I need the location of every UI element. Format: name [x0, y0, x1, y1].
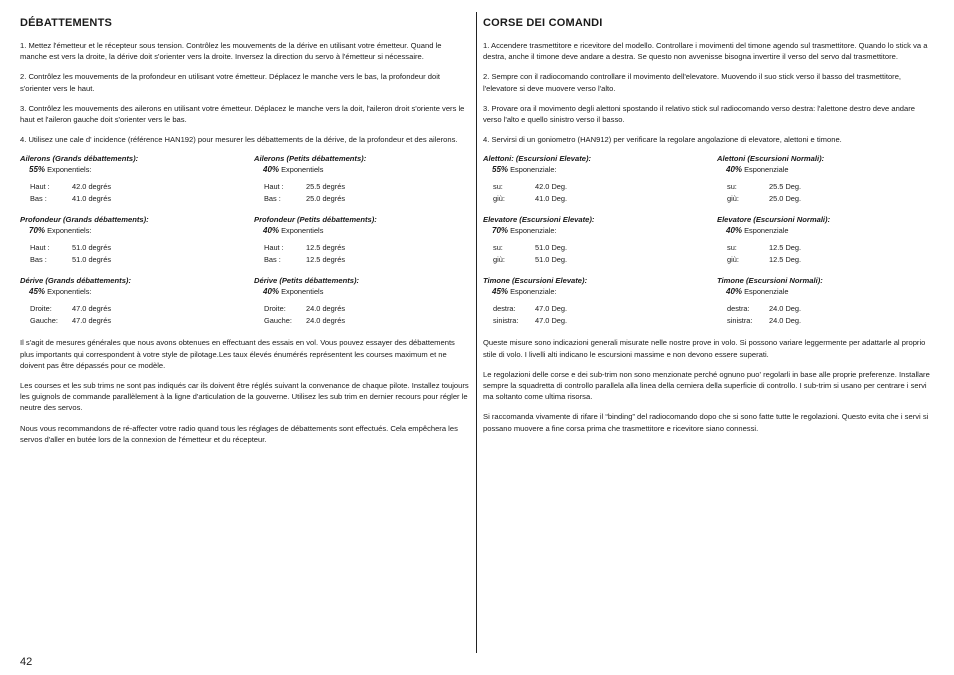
expo-label: Esponenziale: [510, 287, 557, 297]
expo-line [254, 225, 470, 236]
throw-row [20, 303, 254, 315]
expo-line [483, 225, 717, 236]
expo-percent: 40% [726, 226, 743, 236]
throw-direction: sinistra: [493, 316, 519, 326]
throw-direction: Gauche: [264, 316, 292, 326]
throw-row [254, 242, 470, 254]
throw-row [483, 242, 717, 254]
throw-value: 47.0 Deg. [535, 304, 568, 314]
throw-value: 12.5 Deg. [769, 243, 802, 253]
throw-block-title: Timone (Escursioni Normali): [717, 276, 823, 286]
throw-direction: Bas : [30, 194, 47, 204]
throw-block [483, 276, 717, 327]
throw-value: 25.0 degrés [306, 194, 346, 204]
expo-label: Exponentiels: [47, 165, 92, 175]
throw-row [483, 181, 717, 193]
throw-direction: giù: [493, 255, 505, 265]
expo-label: Esponenziale: [510, 165, 557, 175]
throw-value: 24.0 degrés [306, 304, 346, 314]
expo-label: Esponenziale [744, 287, 789, 297]
throw-block [483, 154, 717, 205]
throw-value: 42.0 degrés [72, 182, 112, 192]
note-paragraph: Queste misure sono indicazioni generali misurate nelle nostre prove in volo. Si possono variare leggermente per adattarle al proprio stile di volo. I livelli alti indicano le escursioni massime e non devono essere superati. [483, 338, 926, 359]
throw-block [254, 154, 470, 205]
throw-row [20, 315, 254, 327]
expo-line [717, 164, 933, 175]
section-title: CORSE DEI COMANDI [483, 17, 603, 29]
throw-block-title: Elevatore (Escursioni Elevate): [483, 215, 595, 225]
expo-line [717, 225, 933, 236]
throw-value: 42.0 Deg. [535, 182, 568, 192]
throw-value: 41.0 degrés [72, 194, 112, 204]
instruction-paragraph: 3. Contrôlez les mouvements des ailerons en utilisant votre émetteur. Déplacez le manche vers la doit, l'aileron droit s'oriente vers le haut et l'aileron gauche doit s'orienter vers le bas. [20, 103, 465, 125]
left-column-french [20, 17, 470, 454]
throw-direction: Haut : [264, 182, 284, 192]
throw-row [483, 303, 717, 315]
expo-label: Esponenziale [744, 226, 789, 236]
throw-direction: destra: [493, 304, 516, 314]
throw-direction: sinistra: [727, 316, 753, 326]
throw-value: 25.5 Deg. [769, 182, 802, 192]
throw-row [717, 242, 933, 254]
expo-percent: 40% [726, 287, 743, 297]
throw-direction: su: [727, 182, 737, 192]
expo-label: Exponentiels: [47, 287, 92, 297]
throws-table [483, 154, 935, 337]
expo-line [717, 286, 933, 297]
throw-row [717, 315, 933, 327]
expo-label: Exponentiels: [47, 226, 92, 236]
expo-percent: 70% [29, 226, 46, 236]
expo-label: Exponentiels [281, 287, 324, 297]
throw-block-title: Dérive (Petits débattements): [254, 276, 360, 286]
throw-block-title: Elevatore (Escursioni Normali): [717, 215, 831, 225]
page-number: 42 [20, 656, 33, 668]
expo-line [254, 164, 470, 175]
expo-percent: 55% [492, 165, 509, 175]
expo-percent: 40% [726, 165, 743, 175]
throw-value: 12.5 degrés [306, 243, 346, 253]
instruction-paragraph: 3. Provare ora il movimento degli alettoni spostando il relativo stick sul radiocomando verso destra: l'alettone destro deve andare verso l'alto e quello sinistro verso il basso. [483, 103, 915, 125]
throw-block-title: Profondeur (Petits débattements): [254, 215, 377, 225]
throw-value: 47.0 Deg. [535, 316, 568, 326]
instruction-paragraph: 2. Sempre con il radiocomando controllare il movimento dell'elevatore. Muovendo il suo stick verso il basso del trasmettitore, l'elevatore si deve muovere verso l'alto. [483, 72, 902, 93]
throw-value: 24.0 degrés [306, 316, 346, 326]
throw-row [483, 254, 717, 266]
throw-row [717, 193, 933, 205]
throw-value: 51.0 Deg. [535, 243, 568, 253]
throw-block [717, 276, 933, 327]
throw-value: 47.0 degrés [72, 316, 112, 326]
throw-row [717, 181, 933, 193]
expo-percent: 45% [492, 287, 509, 297]
throw-row [254, 254, 470, 266]
note-paragraph: Le regolazioni delle corse e dei sub-trim non sono menzionate perché ognuno puo' regolarli in base alle proprie preferenze. Installare sempre la squadretta di controllo parallela alla linea della cerniera della superficie di controllo. I sub-trim si usano per centrare i servi ma soltanto come ultima risorsa. [483, 369, 930, 402]
column-divider [476, 12, 477, 653]
note-paragraph: Il s'agit de mesures générales que nous avons obtenues en effectuant des essais en vol. Vous pouvez essayer des débattements plus importants qui correspondent à votre style de pilotage.Les taux élevés énumérés représentent les courses maximum et ne doivent pas être dépassés pour ce modèle. [20, 338, 455, 370]
throw-block-title: Profondeur (Grands débattements): [20, 215, 149, 225]
expo-line [20, 164, 254, 175]
expo-label: Esponenziale [744, 165, 789, 175]
expo-percent: 45% [29, 287, 46, 297]
expo-label: Esponenziale: [510, 226, 557, 236]
throw-block [20, 154, 254, 205]
throw-row [20, 254, 254, 266]
throw-block-title: Alettoni: (Escursioni Elevate): [483, 154, 592, 164]
expo-percent: 55% [29, 165, 46, 175]
right-column-italian [483, 17, 935, 443]
throw-block [20, 276, 254, 327]
throw-direction: Bas : [264, 194, 281, 204]
expo-line [483, 164, 717, 175]
throw-direction: giù: [727, 255, 739, 265]
throw-direction: Droite: [30, 304, 52, 314]
expo-percent: 70% [492, 226, 509, 236]
throw-direction: Haut : [30, 243, 50, 253]
throw-block [254, 276, 470, 327]
expo-line [20, 225, 254, 236]
instruction-paragraph: 1. Accendere trasmettitore e ricevitore del modello. Controllare i movimenti del timone agendo sul trasmettitore. Quando lo stick va a destra, anche il timone deve andare a destra. Se questo non avvenisse bisogna invertire il verso del servo dal trasmettitore. [483, 41, 928, 62]
throw-direction: Droite: [264, 304, 286, 314]
expo-line [20, 286, 254, 297]
throw-block [20, 215, 254, 266]
instruction-paragraph: 4. Utilisez une cale d' incidence (référence HAN192) pour mesurer les débattements de la dérive, de la profondeur et des ailerons. [20, 135, 458, 145]
expo-line [483, 286, 717, 297]
throw-direction: Gauche: [30, 316, 58, 326]
expo-label: Exponentiels [281, 226, 324, 236]
throw-block-title: Timone (Escursioni Elevate): [483, 276, 588, 286]
throw-block [717, 215, 933, 266]
throw-direction: Haut : [30, 182, 50, 192]
section-title: DÉBATTEMENTS [20, 17, 113, 29]
expo-percent: 40% [263, 287, 280, 297]
throw-direction: Haut : [264, 243, 284, 253]
throw-direction: Bas : [30, 255, 47, 265]
throw-value: 12.5 degrés [306, 255, 346, 265]
throw-row [254, 181, 470, 193]
note-paragraph: Nous vous recommandons de ré-affecter votre radio quand tous les réglages de débattements sont effectués. Cela empêchera les servos d'aller en butée lors de la connexion de l'émetteur et du récepteur. [20, 423, 458, 444]
note-paragraph: Les courses et les sub trims ne sont pas indiqués car ils doivent être réglés suivant la convenance de chaque pilote. Installez toujours les guignols de commande parallèlement à la ligne d'articulation de la gouverne. Utilisez les sub trim en dernier recours pour régler le neutre des servos. [20, 381, 469, 413]
throw-value: 51.0 degrés [72, 255, 112, 265]
instruction-paragraph: 4. Servirsi di un goniometro (HAN912) per verificare la regolare angolazione di elevatore, alettoni e timone. [483, 135, 842, 145]
throw-value: 12.5 Deg. [769, 255, 802, 265]
throw-block-title: Alettoni (Escursioni Normali): [717, 154, 825, 164]
throw-block-title: Ailerons (Grands débattements): [20, 154, 139, 164]
expo-percent: 40% [263, 226, 280, 236]
expo-label: Exponentiels [281, 165, 324, 175]
throw-row [20, 193, 254, 205]
throw-block [483, 215, 717, 266]
throw-block [717, 154, 933, 205]
note-paragraph: Si raccomanda vivamente di rifare il “binding” del radiocomando dopo che si sono fatte tutte le regolazioni. Questo evita che i servi si possano muovere a fine corsa prima che trasmettitore e ricevitore siano connessi. [483, 412, 929, 433]
throw-value: 51.0 degrés [72, 243, 112, 253]
throw-value: 47.0 degrés [72, 304, 112, 314]
throw-row [254, 303, 470, 315]
throw-block-title: Dérive (Grands débattements): [20, 276, 131, 286]
instruction-paragraph: 2. Contrôlez les mouvements de la profondeur en utilisant votre émetteur. Déplacez le manche vers le bas, la profondeur doit s'orienter vers le haut. [20, 72, 440, 93]
throw-block-title: Ailerons (Petits débattements): [254, 154, 367, 164]
throw-direction: giù: [493, 194, 505, 204]
throw-row [20, 181, 254, 193]
throw-direction: su: [493, 243, 503, 253]
throw-direction: su: [727, 243, 737, 253]
expo-percent: 40% [263, 165, 280, 175]
throw-value: 25.5 degrés [306, 182, 346, 192]
throw-row [20, 242, 254, 254]
throw-row [717, 303, 933, 315]
throw-value: 25.0 Deg. [769, 194, 802, 204]
throw-row [717, 254, 933, 266]
throw-direction: giù: [727, 194, 739, 204]
throw-direction: su: [493, 182, 503, 192]
throw-block [254, 215, 470, 266]
throw-direction: Bas : [264, 255, 281, 265]
throw-value: 24.0 Deg. [769, 316, 802, 326]
throw-row [483, 315, 717, 327]
throw-value: 41.0 Deg. [535, 194, 568, 204]
instruction-paragraph: 1. Mettez l'émetteur et le récepteur sous tension. Contrôlez les mouvements de la dérive en utilisant votre émetteur. Quand le manche est vers la droite, la dérive doit s'orienter vers la droite. Inversez la direction du servo à l'émetteur si nécessaire. [20, 41, 442, 62]
throw-direction: destra: [727, 304, 750, 314]
throw-row [254, 193, 470, 205]
throw-row [254, 315, 470, 327]
expo-line [254, 286, 470, 297]
throw-row [483, 193, 717, 205]
throws-table [20, 154, 470, 337]
throw-value: 51.0 Deg. [535, 255, 568, 265]
throw-value: 24.0 Deg. [769, 304, 802, 314]
